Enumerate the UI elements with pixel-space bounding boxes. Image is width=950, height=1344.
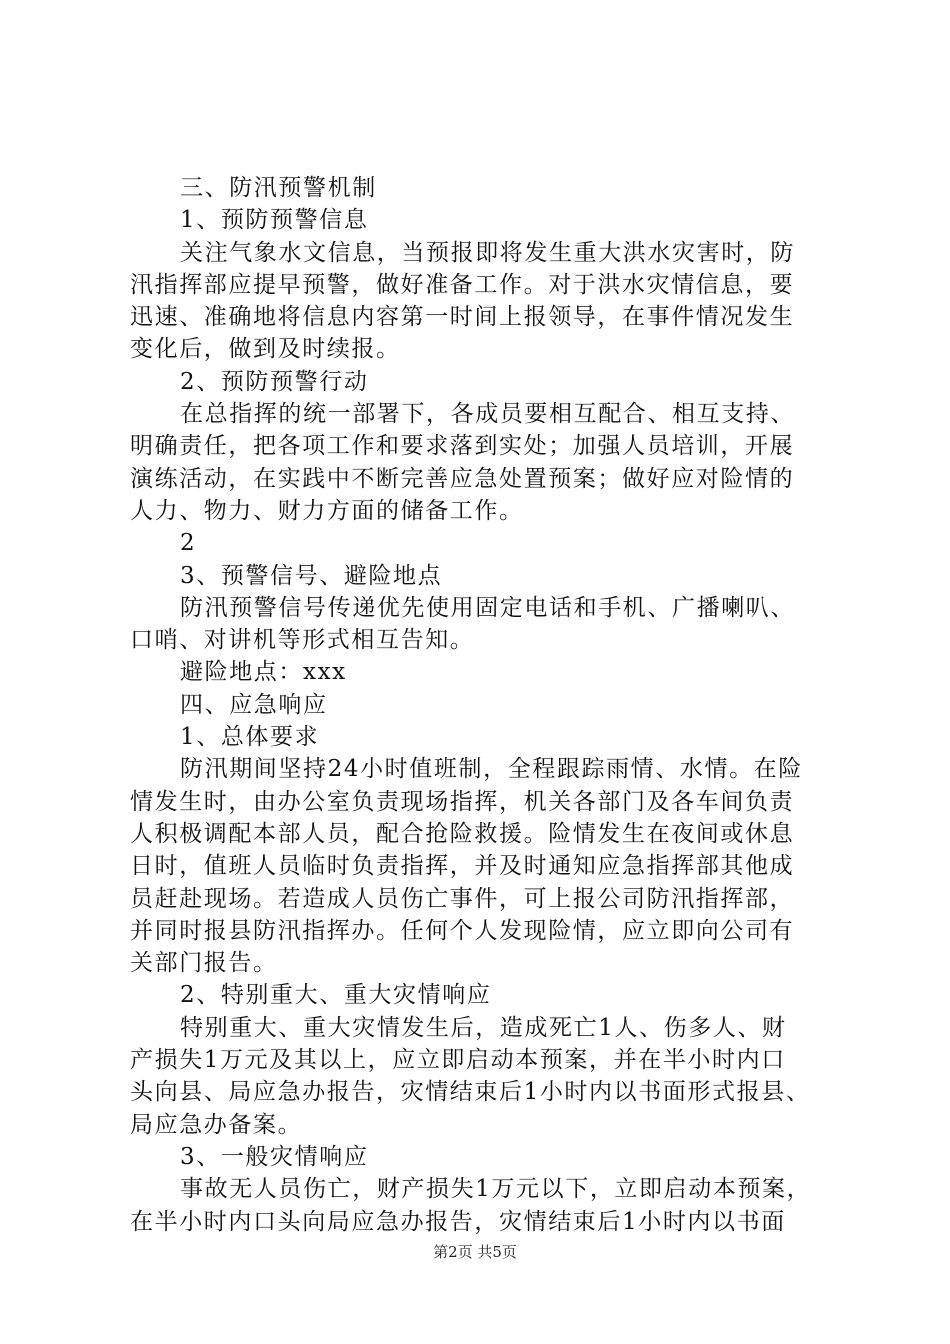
section-heading-warning-mechanism: 三、防汛预警机制 (180, 175, 377, 201)
paragraph-line: 变化后，做到及时续报。 (130, 336, 401, 363)
paragraph-line: 产损失1万元及其以上，应立即启动本预案，并在半小时内口 (130, 1047, 786, 1074)
paragraph-line: 迅速、准确地将信息内容第一时间上报领导，在事件情况发生 (130, 304, 795, 331)
stray-number: 2 (180, 530, 197, 557)
subheading-warning-info: 1、预防预警信息 (180, 207, 369, 234)
paragraph-line: 演练活动，在实践中不断完善应急处置预案；做好应对险情的 (130, 465, 795, 492)
subheading-warning-action: 2、预防预警行动 (180, 368, 369, 395)
paragraph-line: 人积极调配本部人员，配合抢险救援。险情发生在夜间或休息 (130, 820, 795, 847)
paragraph-line: 关注气象水文信息，当预报即将发生重大洪水灾害时，防 (180, 239, 795, 266)
subheading-general-disaster-response: 3、一般灾情响应 (180, 1143, 369, 1170)
paragraph-line: 明确责任，把各项工作和要求落到实处；加强人员培训，开展 (130, 433, 795, 460)
shelter-location: 避险地点：xxx (180, 659, 347, 686)
paragraph-line: 员赶赴现场。若造成人员伤亡事件，可上报公司防汛指挥部， (130, 885, 795, 912)
paragraph-line: 防汛预警信号传递优先使用固定电话和手机、广播喇叭、 (180, 594, 795, 621)
paragraph-line: 特别重大、重大灾情发生后，造成死亡1人、伤多人、财 (180, 1014, 787, 1041)
page-number-footer: 第2页 共5页 (433, 1243, 517, 1261)
section-heading-emergency-response: 四、应急响应 (180, 691, 328, 718)
paragraph-line: 日时，值班人员临时负责指挥，并及时通知应急指挥部其他成 (130, 853, 795, 880)
paragraph-line: 防汛期间坚持24小时值班制，全程跟踪雨情、水情。在险 (180, 756, 803, 783)
paragraph-line: 汛指挥部应提早预警，做好准备工作。对于洪水灾情信息，要 (130, 271, 795, 298)
paragraph-line: 人力、物力、财力方面的储备工作。 (130, 497, 524, 524)
paragraph-line: 情发生时，由办公室负责现场指挥，机关各部门及各车间负责 (130, 788, 795, 815)
subheading-signals-shelter: 3、预警信号、避险地点 (180, 562, 443, 589)
paragraph-line: 事故无人员伤亡，财产损失1万元以下，立即启动本预案， (180, 1176, 812, 1203)
paragraph-line: 在总指挥的统一部署下，各成员要相互配合、相互支持、 (180, 401, 795, 428)
paragraph-line: 头向县、局应急办报告，灾情结束后1小时内以书面形式报县、 (130, 1079, 811, 1106)
paragraph-line: 并同时报县防汛指挥办。任何个人发现险情，应立即向公司有 (130, 917, 795, 944)
paragraph-line: 口哨、对讲机等形式相互告知。 (130, 627, 475, 654)
subheading-general-requirements: 1、总体要求 (180, 724, 320, 751)
paragraph-line: 关部门报告。 (130, 950, 278, 977)
document-body (130, 172, 830, 1238)
paragraph-line: 局应急办备案。 (130, 1111, 303, 1138)
paragraph-line: 在半小时内口头向局应急办报告，灾情结束后1小时内以书面 (130, 1208, 786, 1235)
subheading-major-disaster-response: 2、特别重大、重大灾情响应 (180, 982, 492, 1009)
